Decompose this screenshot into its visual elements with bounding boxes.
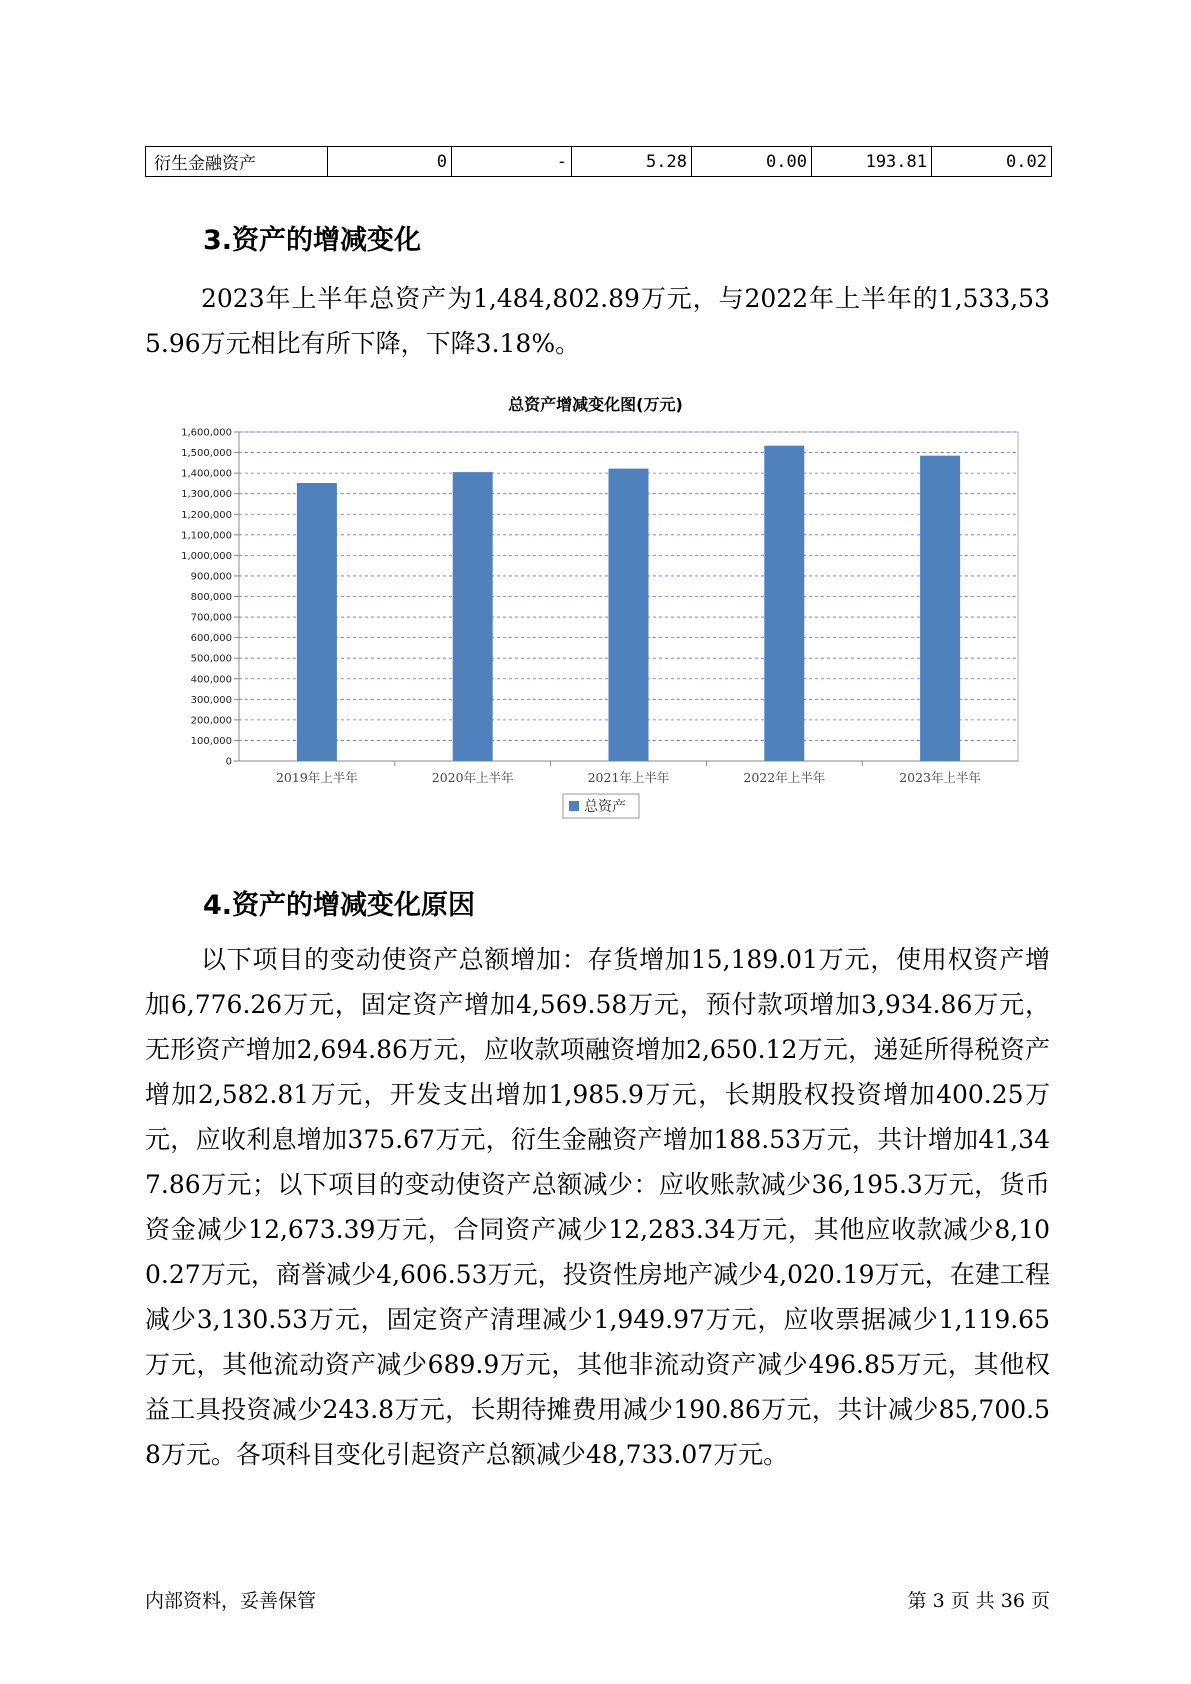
y-tick-label: 0 xyxy=(225,756,232,768)
table-cell: 0.00 xyxy=(692,147,812,177)
section-heading: 4.资产的增减变化原因 xyxy=(203,890,476,921)
y-tick-label: 200,000 xyxy=(190,715,232,727)
chart-title: 总资产增减变化图(万元) xyxy=(508,395,683,414)
bar xyxy=(297,483,337,761)
bar xyxy=(920,456,960,761)
y-tick-label: 600,000 xyxy=(190,633,232,645)
x-tick-label: 2019年上半年 xyxy=(275,770,358,785)
y-tick-label: 800,000 xyxy=(190,592,232,603)
y-tick-label: 1,600,000 xyxy=(181,427,232,439)
y-tick-label: 300,000 xyxy=(190,694,232,706)
y-tick-label: 1,000,000 xyxy=(181,550,232,562)
y-tick-label: 100,000 xyxy=(190,735,232,747)
y-tick-label: 900,000 xyxy=(190,571,232,583)
bar xyxy=(764,446,804,761)
table-cell: 衍生金融资产 xyxy=(146,147,328,177)
y-tick-label: 1,200,000 xyxy=(181,509,232,521)
section-paragraph: 2023年上半年总资产为1,484,802.89万元，与2022年上半年的1,533,535.96万元相比有所下降，下降3.18%。 xyxy=(145,284,1050,358)
x-tick-label: 2023年上半年 xyxy=(899,770,982,785)
y-tick-label: 1,100,000 xyxy=(181,530,232,542)
bar xyxy=(453,472,493,761)
footer-note: 内部资料，妥善保管 xyxy=(145,1590,317,1612)
bar xyxy=(609,469,649,761)
y-tick-label: 1,500,000 xyxy=(181,448,232,460)
y-tick-label: 700,000 xyxy=(190,612,232,624)
x-tick-label: 2021年上半年 xyxy=(587,770,670,785)
y-tick-label: 1,300,000 xyxy=(181,489,232,501)
table-cell: 5.28 xyxy=(572,147,692,177)
table-cell: 0 xyxy=(328,147,452,177)
section-heading: 3.资产的增减变化 xyxy=(203,225,422,256)
x-tick-label: 2022年上半年 xyxy=(743,770,826,785)
table-cell: 193.81 xyxy=(812,147,932,177)
legend-swatch xyxy=(569,801,579,811)
bar-chart xyxy=(160,425,1020,845)
y-tick-label: 500,000 xyxy=(190,653,232,665)
table-cell: 0.02 xyxy=(932,147,1052,177)
y-tick-label: 400,000 xyxy=(190,674,232,686)
x-tick-label: 2020年上半年 xyxy=(431,770,514,785)
table-cell: - xyxy=(452,147,572,177)
y-tick-label: 1,400,000 xyxy=(181,468,232,480)
financial-table xyxy=(145,146,1052,177)
legend-label: 总资产 xyxy=(584,799,626,815)
table-row xyxy=(146,147,1052,177)
section-paragraph: 以下项目的变动使资产总额增加：存货增加15,189.01万元，使用权资产增加6,776.26万元，固定资产增加4,569.58万元，预付款项增加3,934.86万元，无形资产增加2,694.86万元，应收款项融资增加2,650.12万元，递延所得税资产增加2,582.81万元，开发支出增加1,985.9万元，长期股权投资增加400.25万元，应收利息增加375.67万元，衍生金融资产增加188.53万元，共计增加41,347.86万元；以下项目的变动使资产总额减少：应收账款减少36,195.3万元，货币资金减少12,673.39万元，合同资产减少12,283.34万元，其他应收款减少8,100.27万元，商誉减少4,606.53万元，投资性房地产减少4,020.19万元，在建工程减少3,130.53万元，固定资产清理减少1,949.97万元，应收票据减少1,119.65万元，其他流动资产减少689.9万元，其他非流动资产减少496.85万元，其他权益工具投资减少243.8万元，长期待摊费用减少190.86万元，共计减少85,700.58万元。各项科目变化引起资产总额减少48,733.07万元。 xyxy=(145,945,1050,1469)
page-number: 第 3 页 共 36 页 xyxy=(907,1590,1050,1612)
